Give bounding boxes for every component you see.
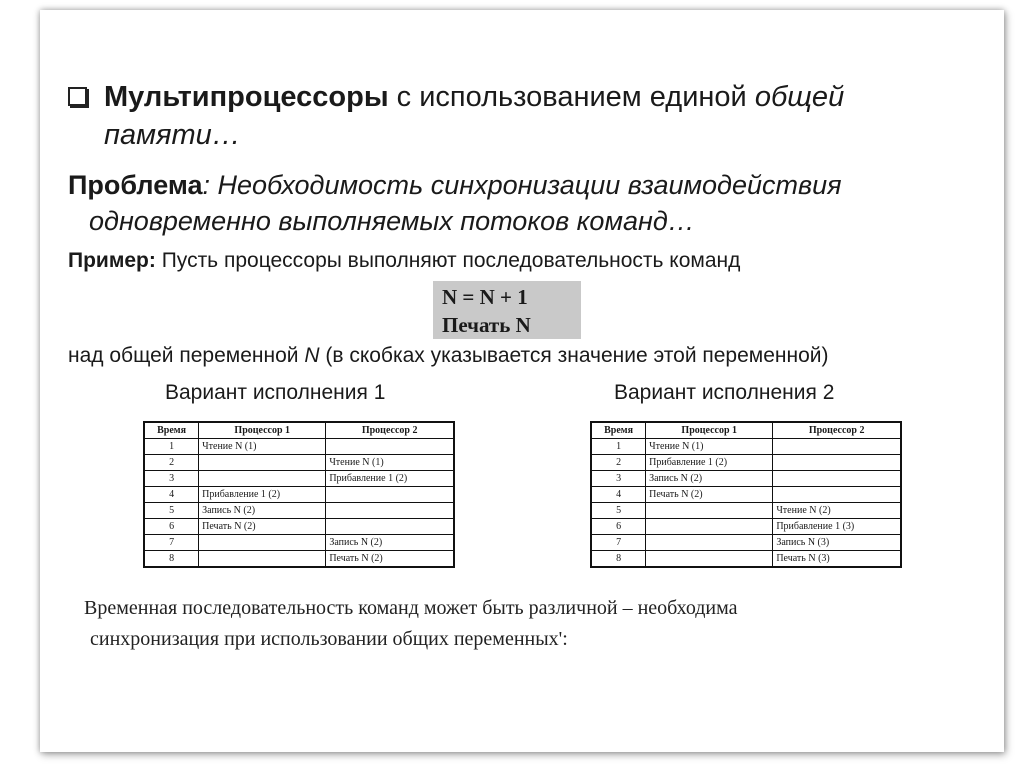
processor-2-cell: Прибавление 1 (3) [773,519,901,535]
heading-text [104,78,984,154]
processor-2-cell [326,519,454,535]
table-row [591,503,901,519]
processor-1-cell: Прибавление 1 (2) [199,487,326,503]
problem-line-1: Необходимость синхронизации взаимодействия [217,170,842,200]
table-row [144,471,454,487]
example-text: Пусть процессоры выполняют последовательность команд [155,249,741,272]
table-header: Время [144,422,199,439]
processor-2-cell [773,487,901,503]
problem-label: Проблема [68,170,203,200]
table-row [144,487,454,503]
processor-2-cell: Чтение N (1) [326,455,454,471]
variant-2-title: Вариант исполнения 2 [614,381,835,404]
processor-2-cell: Запись N (3) [773,535,901,551]
processor-1-cell [199,455,326,471]
processor-2-cell: Печать N (3) [773,551,901,568]
problem-statement [68,167,988,239]
table-row [144,519,454,535]
table-row [144,535,454,551]
time-cell: 7 [591,535,646,551]
time-cell: 6 [591,519,646,535]
table-header: Процессор 2 [773,422,901,439]
time-cell: 1 [144,439,199,455]
checkbox-bullet-icon [68,87,87,106]
conclusion-line-1: Временная последовательность команд может быть различной – необходима [84,597,738,619]
example-label: Пример: [68,249,156,272]
processor-1-cell: Печать N (2) [646,487,773,503]
variable-name: N [304,344,320,367]
processor-1-cell [646,551,773,568]
table-row [591,551,901,568]
problem-line-2: одновременно выполняемых потоков команд… [89,206,695,236]
time-cell: 3 [591,471,646,487]
table-row [591,471,901,487]
variable-note-after: (в скобках указывается значение этой переменной) [319,344,829,367]
processor-2-cell: Запись N (2) [326,535,454,551]
processor-1-cell [199,535,326,551]
heading-bold: Мультипроцессоры [104,81,389,113]
processor-2-cell [326,439,454,455]
time-cell: 4 [144,487,199,503]
processor-2-cell [326,503,454,519]
time-cell: 4 [591,487,646,503]
time-cell: 2 [144,455,199,471]
code-line-2: Печать N [442,313,531,337]
example-statement [68,247,988,275]
processor-1-cell: Запись N (2) [646,471,773,487]
table-header: Процессор 2 [326,422,454,439]
heading-italic-1: общей [754,81,845,113]
table-row [144,503,454,519]
processor-1-cell: Запись N (2) [199,503,326,519]
problem-colon: : [202,170,218,200]
processor-1-cell: Чтение N (1) [199,439,326,455]
processor-2-cell: Печать N (2) [326,551,454,568]
heading-italic-2: памяти… [104,119,241,151]
processor-1-cell [646,535,773,551]
variable-note [68,342,1008,370]
processor-2-cell: Прибавление 1 (2) [326,471,454,487]
table-row [591,455,901,471]
variant-2-table [590,421,902,568]
processor-1-cell [199,551,326,568]
heading-normal: с использованием единой [388,81,755,113]
time-cell: 1 [591,439,646,455]
code-block [433,281,581,339]
table-row [591,487,901,503]
processor-2-cell: Чтение N (2) [773,503,901,519]
processor-1-cell: Печать N (2) [199,519,326,535]
processor-1-cell [199,471,326,487]
table-row [144,439,454,455]
processor-2-cell [773,439,901,455]
time-cell: 6 [144,519,199,535]
table-row [144,455,454,471]
processor-2-cell [326,487,454,503]
processor-1-cell: Прибавление 1 (2) [646,455,773,471]
processor-1-cell: Чтение N (1) [646,439,773,455]
time-cell: 7 [144,535,199,551]
table-row [591,439,901,455]
time-cell: 3 [144,471,199,487]
processor-2-cell [773,471,901,487]
variant-1-table [143,421,455,568]
table-header: Процессор 1 [199,422,326,439]
time-cell: 8 [144,551,199,568]
variable-note-before: над общей переменной [68,344,305,367]
time-cell: 5 [591,503,646,519]
conclusion-text [84,593,984,655]
conclusion-line-2: синхронизация при использовании общих переменных [90,628,559,650]
processor-1-cell [646,519,773,535]
processor-2-cell [773,455,901,471]
table-row [144,551,454,568]
time-cell: 8 [591,551,646,568]
time-cell: 5 [144,503,199,519]
conclusion-suffix: ': [558,628,568,650]
table-row [591,535,901,551]
table-header: Время [591,422,646,439]
table-row [591,519,901,535]
processor-1-cell [646,503,773,519]
variant-1-title: Вариант исполнения 1 [165,381,386,404]
code-line-1: N = N + 1 [442,285,528,309]
table-header: Процессор 1 [646,422,773,439]
time-cell: 2 [591,455,646,471]
